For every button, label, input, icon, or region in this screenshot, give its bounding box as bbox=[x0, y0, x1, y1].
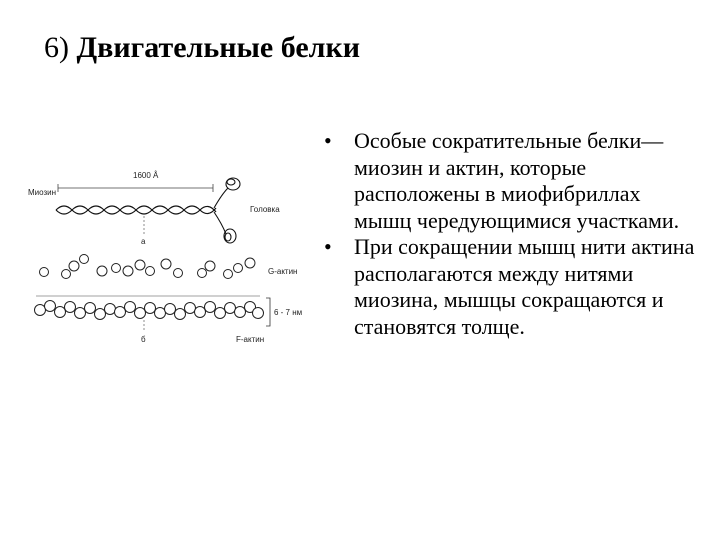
myosin-tail bbox=[56, 206, 216, 214]
bullet-text: Особые сократительные белки—миозин и актин, которые расположены в миофибриллах мышц чередующимися участками. bbox=[354, 128, 680, 233]
f-actin-label: F-актин bbox=[236, 335, 265, 344]
title-text: Двигательные белки bbox=[76, 31, 361, 64]
bullet-item bbox=[322, 128, 702, 234]
label-b: б bbox=[141, 335, 146, 344]
thickness-label: 6 - 7 нм bbox=[274, 308, 303, 317]
g-actin-label: G-актин bbox=[268, 267, 298, 276]
myosin-head-icon bbox=[214, 178, 240, 243]
g-actin-monomers bbox=[40, 255, 256, 279]
head-label: Головка bbox=[250, 205, 280, 214]
length-label: 1600 Å bbox=[133, 171, 159, 180]
protein-diagram-svg bbox=[28, 160, 328, 350]
bullet-marker: • bbox=[324, 128, 332, 153]
label-a: а bbox=[141, 237, 146, 246]
bullet-text: При сокращении мышц нити актина располагаются между нитями миозина, мышцы сокращаются и становятся толще. bbox=[354, 234, 695, 339]
slide-title bbox=[44, 30, 360, 66]
bullet-list bbox=[322, 128, 702, 340]
thickness-bracket bbox=[266, 298, 270, 326]
myosin-label: Миозин bbox=[28, 188, 57, 197]
bullet-marker: • bbox=[324, 234, 332, 259]
bullet-item bbox=[322, 234, 702, 340]
protein-diagram bbox=[28, 160, 328, 350]
f-actin-filament bbox=[35, 301, 264, 320]
title-number: 6) bbox=[44, 31, 69, 64]
